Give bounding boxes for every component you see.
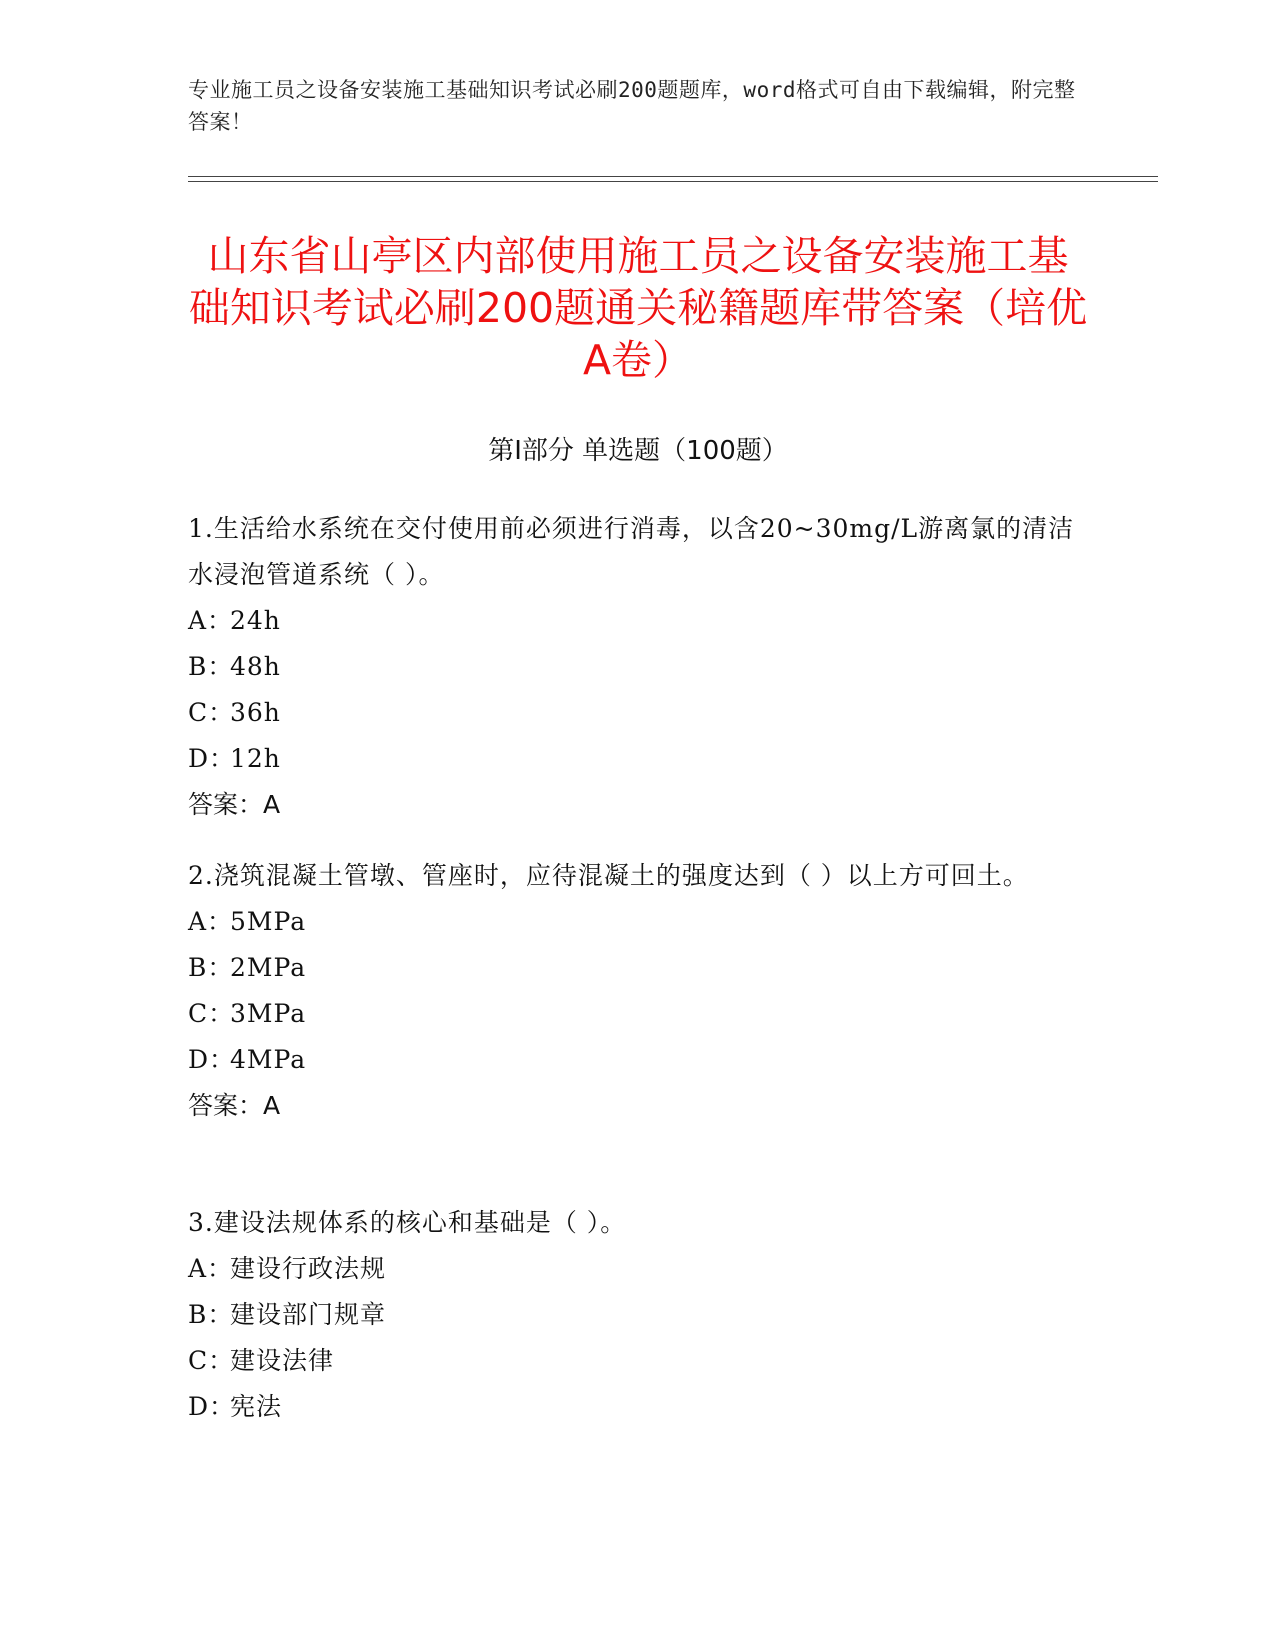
option-value: 建设法律: [230, 1346, 335, 1375]
option-a: [188, 598, 1078, 644]
option-d: [188, 736, 1078, 782]
option-value: 48h: [230, 652, 281, 681]
question-text: 2.浇筑混凝土管墩、管座时，应待混凝土的强度达到（ ）以上方可回土。: [188, 861, 1029, 890]
question-3: [188, 1200, 1078, 1430]
option-d: [188, 1037, 1078, 1083]
option-b: [188, 644, 1078, 690]
option-key: D：: [188, 1045, 236, 1074]
option-key: C：: [188, 999, 235, 1028]
option-key: A：: [188, 606, 234, 635]
option-a: [188, 899, 1078, 945]
question-1: [188, 506, 1078, 828]
option-key: B：: [188, 953, 234, 982]
header-note: 专业施工员之设备安装施工基础知识考试必刷200题题库，word格式可自由下载编辑，附完整答案！: [188, 78, 1076, 134]
option-key: D：: [188, 1392, 236, 1421]
option-key: C：: [188, 1346, 235, 1375]
option-value: 2MPa: [230, 953, 307, 982]
option-value: 建设部门规章: [230, 1300, 387, 1329]
answer: 答案：A: [188, 790, 281, 819]
option-value: 3MPa: [230, 999, 307, 1028]
option-value: 5MPa: [230, 907, 307, 936]
option-key: A：: [188, 1254, 234, 1283]
option-b: [188, 945, 1078, 991]
option-key: B：: [188, 1300, 234, 1329]
option-a: [188, 1246, 1078, 1292]
option-key: C：: [188, 698, 235, 727]
option-value: 4MPa: [230, 1045, 307, 1074]
option-value: 36h: [230, 698, 281, 727]
header-divider-top: [188, 176, 1158, 177]
option-key: B：: [188, 652, 234, 681]
question-text: 1.生活给水系统在交付使用前必须进行消毒，以含20~30mg/L游离氯的清洁水浸泡管道系统（ ）。: [188, 514, 1075, 589]
option-value: 建设行政法规: [230, 1254, 387, 1283]
option-c: [188, 690, 1078, 736]
option-b: [188, 1292, 1078, 1338]
question-2: [188, 853, 1078, 1129]
section-title: 第Ⅰ部分 单选题（100题）: [488, 436, 788, 466]
option-c: [188, 1338, 1078, 1384]
option-value: 宪法: [230, 1392, 283, 1421]
option-key: D：: [188, 744, 236, 773]
option-value: 12h: [230, 744, 281, 773]
header-divider-bottom: [188, 181, 1158, 182]
option-d: [188, 1384, 1078, 1430]
option-value: 24h: [230, 606, 281, 635]
document-title: 山东省山亭区内部使用施工员之设备安装施工基础知识考试必刷200题通关秘籍题库带答案（培优A卷）: [188, 232, 1088, 384]
answer: 答案：A: [188, 1091, 281, 1120]
question-text: 3.建设法规体系的核心和基础是（ ）。: [188, 1208, 627, 1237]
option-key: A：: [188, 907, 234, 936]
option-c: [188, 991, 1078, 1037]
